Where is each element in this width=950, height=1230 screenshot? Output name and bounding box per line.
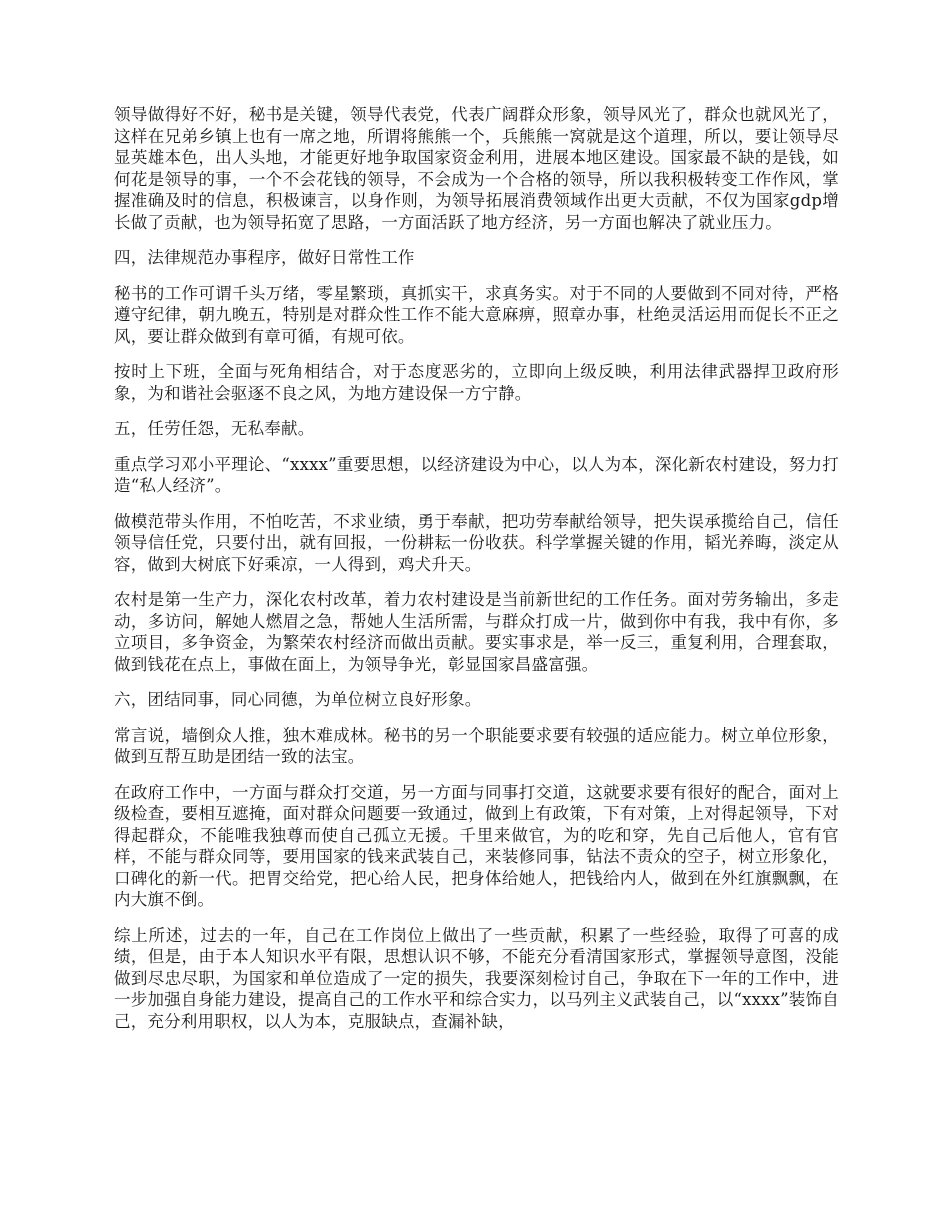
paragraph-role-model: 做模范带头作用，不怕吃苦，不求业绩，勇于奉献，把功劳奉献给领导，把失误承揽给自己，信任领导信任党，只要付出，就有回报，一份耕耘一份收获。科学掌握关键的作用，韬光养晦，淡定从容，做到大树底下好乘凉，一人得到，鸡犬升天。 xyxy=(114,511,839,574)
paragraph-rural-reform: 农村是第一生产力，深化农村改革，着力农村建设是当前新世纪的工作任务。面对劳务输出，多走动，多访问，解她人燃眉之急，帮她人生活所需，与群众打成一片，做到你中有我，我中有你，多立项目，多争资金，为繁荣农村经济而做出贡献。要实事求是，举一反三，重复利用，合理套取，做到钱花在点上，事做在面上，为领导争光，彰显国家昌盛富强。 xyxy=(114,590,839,674)
paragraph-unity: 常言说，墙倒众人推，独木难成林。秘书的另一个职能要求要有较强的适应能力。树立单位形象，做到互帮互助是团结一致的法宝。 xyxy=(114,725,839,766)
paragraph-study-theory: 重点学习邓小平理论、“xxxx”重要思想，以经济建设为中心，以人为本，深化新农村建设，努力打造“私人经济”。 xyxy=(114,454,839,495)
paragraph-punctuality: 按时上下班，全面与死角相结合，对于态度恶劣的，立即向上级反映，利用法律武器捍卫政府形象，为和谐社会驱逐不良之风，为地方建设保一方宁静。 xyxy=(114,362,839,403)
section-heading-4: 四，法律规范办事程序，做好日常性工作 xyxy=(114,248,415,267)
section-heading-6: 六，团结同事，同心同德，为单位树立良好形象。 xyxy=(114,690,482,709)
document-page xyxy=(114,104,839,1046)
paragraph-summary: 综上所述，过去的一年，自己在工作岗位上做出了一些贡献，积累了一些经验，取得了可喜的成绩，但是，由于本人知识水平有限，思想认识不够，不能充分看清国家形式，掌握领导意图，没能做到尽忠尽职，为国家和单位造成了一定的损失，我要深刻检讨自己，争取在下一年的工作中，进一步加强自身能力建设，提高自己的工作水平和综合实力，以马列主义武装自己，以“xxxx”装饰自己，充分利用职权，以人为本，克服缺点，查漏补缺， xyxy=(114,925,839,1031)
paragraph-secretary-work: 秘书的工作可谓千头万绪，零星繁琐，真抓实干，求真务实。对于不同的人要做到不同对待，严格遵守纪律，朝九晚五，特别是对群众性工作不能大意麻痹，照章办事，杜绝灵活运用而促长不正之风，要让群众做到有章可循，有规可依。 xyxy=(114,283,839,346)
paragraph-government-work: 在政府工作中，一方面与群众打交道，另一方面与同事打交道，这就要求要有很好的配合，面对上级检查，要相互遮掩，面对群众问题要一致通过，做到上有政策，下有对策，上对得起领导，下对得起群众，不能唯我独尊而使自己孤立无援。千里来做官，为的吃和穿，先自己后他人，官有官样，不能与群众同等，要用国家的钱来武装自己，来装修同事，钻法不责众的空子，树立形象化，口碑化的新一代。把胃交给党，把心给人民，把身体给她人，把钱给内人，做到在外红旗飘飘，在内大旗不倒。 xyxy=(114,782,839,909)
section-heading-5: 五，任劳任怨，无私奉献。 xyxy=(114,419,315,438)
paragraph-leadership: 领导做得好不好，秘书是关键，领导代表党，代表广阔群众形象，领导风光了，群众也就风光了，这样在兄弟乡镇上也有一席之地，所谓将熊熊一个，兵熊熊一窝就是这个道理，所以，要让领导尽显英雄本色，出人头地，才能更好地争取国家资金利用，进展本地区建设。国家最不缺的是钱，如何花是领导的事，一个不会花钱的领导，不会成为一个合格的领导，所以我积极转变工作作风，掌握准确及时的信息，积极谏言，以身作则，为领导拓展消费领域作出更大贡献，不仅为国家gdp增长做了贡献，也为领导拓宽了思路，一方面活跃了地方经济，另一方面也解决了就业压力。 xyxy=(114,105,839,232)
